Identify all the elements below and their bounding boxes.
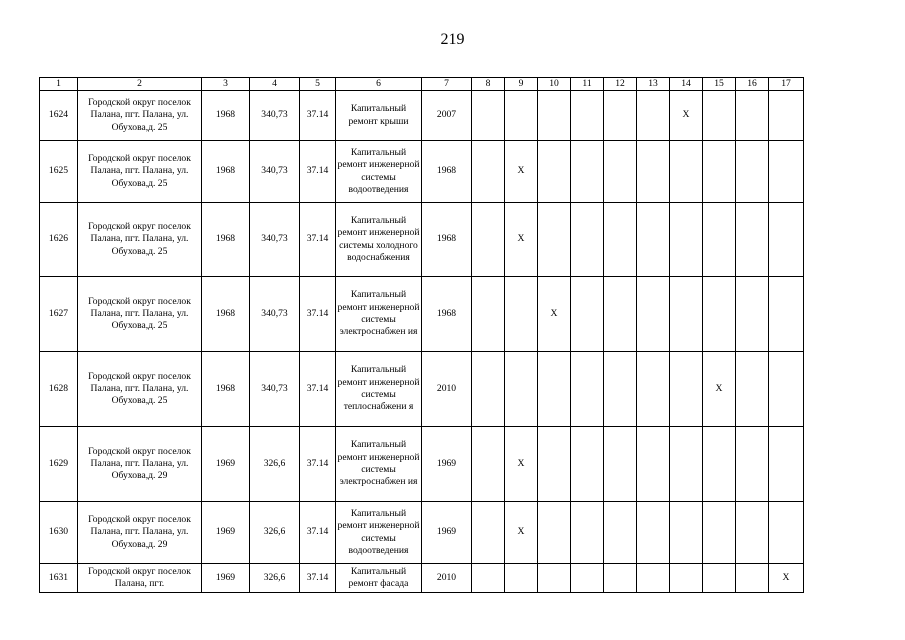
empty-cell [571,141,604,203]
column-header-cell: 9 [505,78,538,91]
area-cell: 340,73 [250,203,300,277]
work-type-cell: Капитальный ремонт инженерной системы водоотведения [336,141,422,203]
empty-cell [538,352,571,427]
row-number-cell: 1628 [40,352,78,427]
work-year-cell: 1968 [422,203,472,277]
empty-cell [571,564,604,593]
column-header-cell: 17 [769,78,804,91]
row-number-cell: 1627 [40,277,78,352]
empty-cell [769,427,804,502]
empty-cell [736,564,769,593]
page-number: 219 [440,31,465,48]
build-year-cell: 1969 [202,427,250,502]
table-row [40,203,804,277]
work-type-cell: Капитальный ремонт инженерной системы теплоснабжени я [336,352,422,427]
mark-cell: X [505,203,538,277]
area-cell: 340,73 [250,352,300,427]
empty-cell [703,564,736,593]
empty-cell [670,352,703,427]
work-year-cell: 2010 [422,564,472,593]
row-number-cell: 1631 [40,564,78,593]
empty-cell [703,277,736,352]
empty-cell [538,564,571,593]
address-cell: Городской округ поселок Палана, пгт. Палана, ул. Обухова,д. 25 [78,91,202,141]
empty-cell [538,203,571,277]
empty-cell [670,502,703,564]
wear-cell: 37.14 [300,91,336,141]
area-cell: 326,6 [250,502,300,564]
table-row [40,564,804,593]
column-header-cell: 4 [250,78,300,91]
row-number-cell: 1624 [40,91,78,141]
empty-cell [571,352,604,427]
empty-cell [736,277,769,352]
empty-cell [571,502,604,564]
address-cell: Городской округ поселок Палана, пгт. Палана, ул. Обухова,д. 25 [78,203,202,277]
column-header-cell: 10 [538,78,571,91]
column-header-cell: 2 [78,78,202,91]
table-row [40,91,804,141]
table-row [40,502,804,564]
address-cell: Городской округ поселок Палана, пгт. Палана, ул. Обухова,д. 29 [78,427,202,502]
empty-cell [505,352,538,427]
empty-cell [472,564,505,593]
empty-cell [637,141,670,203]
mark-cell: X [703,352,736,427]
row-number-cell: 1629 [40,427,78,502]
empty-cell [670,427,703,502]
empty-cell [571,427,604,502]
wear-cell: 37.14 [300,502,336,564]
empty-cell [637,427,670,502]
empty-cell [472,277,505,352]
wear-cell: 37.14 [300,564,336,593]
build-year-cell: 1968 [202,277,250,352]
row-number-cell: 1626 [40,203,78,277]
column-header-cell: 14 [670,78,703,91]
work-type-cell: Капитальный ремонт инженерной системы холодного водоснабжения [336,203,422,277]
empty-cell [505,564,538,593]
work-type-cell: Капитальный ремонт инженерной системы электроснабжен ия [336,277,422,352]
build-year-cell: 1968 [202,203,250,277]
column-header-cell: 11 [571,78,604,91]
empty-cell [637,502,670,564]
empty-cell [769,141,804,203]
work-year-cell: 1969 [422,427,472,502]
empty-cell [637,91,670,141]
empty-cell [703,502,736,564]
build-year-cell: 1968 [202,91,250,141]
empty-cell [703,91,736,141]
work-year-cell: 1968 [422,277,472,352]
empty-cell [472,352,505,427]
wear-cell: 37.14 [300,203,336,277]
area-cell: 340,73 [250,277,300,352]
work-year-cell: 2010 [422,352,472,427]
build-year-cell: 1968 [202,352,250,427]
column-header-cell: 16 [736,78,769,91]
work-type-cell: Капитальный ремонт фасада [336,564,422,593]
area-cell: 340,73 [250,91,300,141]
address-cell: Городской округ поселок Палана, пгт. Палана, ул. Обухова,д. 25 [78,277,202,352]
empty-cell [670,141,703,203]
empty-cell [604,427,637,502]
address-cell: Городской округ поселок Палана, пгт. Палана, ул. Обухова,д. 29 [78,502,202,564]
empty-cell [637,564,670,593]
row-number-cell: 1630 [40,502,78,564]
row-number-cell: 1625 [40,141,78,203]
empty-cell [571,277,604,352]
empty-cell [538,502,571,564]
address-cell: Городской округ поселок Палана, пгт. [78,564,202,593]
work-type-cell: Капитальный ремонт инженерной системы водоотведения [336,502,422,564]
empty-cell [604,141,637,203]
empty-cell [472,502,505,564]
wear-cell: 37.14 [300,277,336,352]
work-type-cell: Капитальный ремонт крыши [336,91,422,141]
empty-cell [571,91,604,141]
empty-cell [472,141,505,203]
mark-cell: X [505,141,538,203]
empty-cell [736,502,769,564]
empty-cell [769,277,804,352]
column-header-cell: 1 [40,78,78,91]
area-cell: 326,6 [250,427,300,502]
empty-cell [736,352,769,427]
empty-cell [505,91,538,141]
empty-cell [604,91,637,141]
build-year-cell: 1968 [202,141,250,203]
wear-cell: 37.14 [300,352,336,427]
empty-cell [472,203,505,277]
empty-cell [769,203,804,277]
empty-cell [703,203,736,277]
empty-cell [472,427,505,502]
address-cell: Городской округ поселок Палана, пгт. Палана, ул. Обухова,д. 25 [78,352,202,427]
empty-cell [703,141,736,203]
empty-cell [637,277,670,352]
mark-cell: X [670,91,703,141]
column-header-cell: 12 [604,78,637,91]
empty-cell [736,203,769,277]
empty-cell [736,427,769,502]
empty-cell [637,203,670,277]
empty-cell [505,277,538,352]
wear-cell: 37.14 [300,427,336,502]
empty-cell [538,91,571,141]
empty-cell [769,352,804,427]
empty-cell [571,203,604,277]
work-type-cell: Капитальный ремонт инженерной системы электроснабжен ия [336,427,422,502]
table-row [40,427,804,502]
empty-cell [637,352,670,427]
empty-cell [670,564,703,593]
table-row [40,141,804,203]
empty-cell [670,277,703,352]
column-header-cell: 6 [336,78,422,91]
empty-cell [538,141,571,203]
wear-cell: 37.14 [300,141,336,203]
empty-cell [604,203,637,277]
table-row [40,277,804,352]
repair-registry-table [39,77,804,593]
area-cell: 340,73 [250,141,300,203]
empty-cell [736,141,769,203]
empty-cell [604,352,637,427]
column-header-cell: 5 [300,78,336,91]
build-year-cell: 1969 [202,502,250,564]
empty-cell [538,427,571,502]
empty-cell [703,427,736,502]
empty-cell [670,203,703,277]
column-header-cell: 13 [637,78,670,91]
empty-cell [604,277,637,352]
column-header-cell: 8 [472,78,505,91]
mark-cell: X [769,564,804,593]
column-number-header [40,78,804,91]
column-header-cell: 7 [422,78,472,91]
empty-cell [604,564,637,593]
address-cell: Городской округ поселок Палана, пгт. Палана, ул. Обухова,д. 25 [78,141,202,203]
work-year-cell: 1969 [422,502,472,564]
work-year-cell: 1968 [422,141,472,203]
column-header-cell: 15 [703,78,736,91]
build-year-cell: 1969 [202,564,250,593]
table-row [40,352,804,427]
mark-cell: X [538,277,571,352]
empty-cell [736,91,769,141]
empty-cell [769,91,804,141]
empty-cell [472,91,505,141]
empty-cell [769,502,804,564]
mark-cell: X [505,502,538,564]
column-header-cell: 3 [202,78,250,91]
empty-cell [604,502,637,564]
work-year-cell: 2007 [422,91,472,141]
area-cell: 326,6 [250,564,300,593]
mark-cell: X [505,427,538,502]
